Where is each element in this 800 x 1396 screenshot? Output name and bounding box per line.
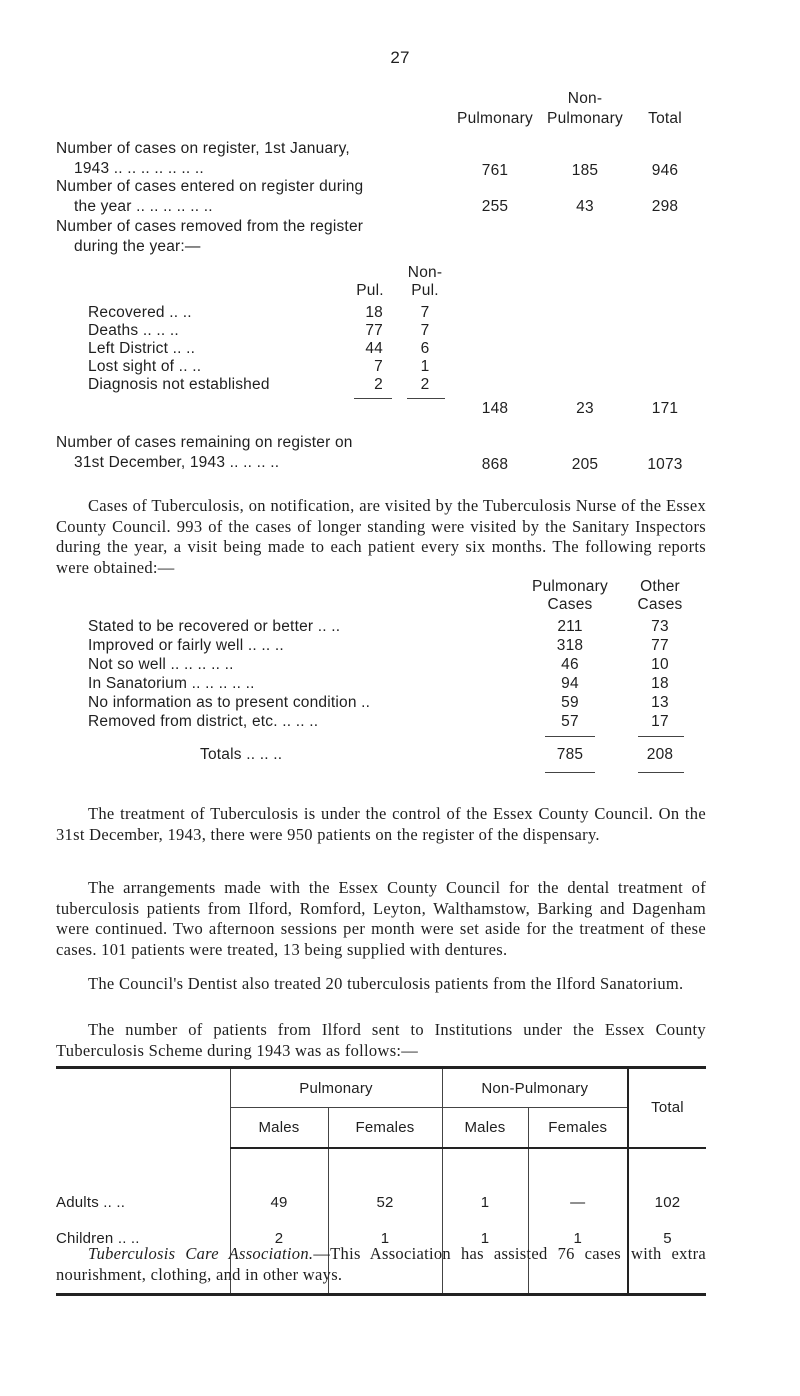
removed-row-non: 6: [420, 340, 430, 357]
reports-row-pul: 94: [561, 675, 579, 692]
register-row1-non: 185: [571, 162, 599, 179]
reports-totals-oth: 208: [646, 746, 674, 763]
reports-header-other-cases: Cases: [637, 596, 683, 613]
institutions-header-total: Total: [628, 1068, 706, 1148]
register-row1-label1: Number of cases on register, 1st January,: [56, 140, 350, 157]
page-number: 27: [390, 48, 410, 67]
institutions-row-total: 102: [628, 1185, 706, 1221]
reports-row-oth: 13: [651, 694, 669, 711]
reports-row-oth: 10: [651, 656, 669, 673]
paragraph-visits: Cases of Tuberculosis, on notification, are visited by the Tuberculosis Nurse of the Essex County Council. 993 of the cases of longer standing were visited by the Sanitary Inspectors during the year, a visit being made to each patient every six months. The following reports were obtained:—: [56, 496, 706, 577]
reports-total-underline-pul: [545, 772, 595, 773]
reports-row-label: No information as to present condition ..: [88, 694, 371, 711]
reports-total-underline-oth: [638, 772, 684, 773]
institutions-row-pul-females: 52: [328, 1185, 442, 1221]
register-row1-total: 946: [651, 162, 679, 179]
institutions-row-total: 5: [628, 1221, 706, 1257]
institutions-header-females: Females: [328, 1108, 442, 1148]
paragraph-treatment-control: The treatment of Tuberculosis is under the control of the Essex County Council. On the 31st December, 1943, there were 950 patients on the register of the dispensary.: [56, 804, 706, 844]
register-row4-total: 1073: [647, 456, 683, 473]
removed-row-label: Deaths .. .. ..: [88, 322, 179, 339]
header-pulmonary: Pulmonary: [457, 110, 533, 127]
institutions-header-males: Males: [230, 1108, 328, 1148]
reports-row-label: Not so well .. .. .. .. ..: [88, 656, 234, 673]
institutions-row-non-males: 1: [442, 1221, 528, 1257]
removed-row-pul: 18: [365, 304, 383, 321]
register-row1-label2: 1943 .. .. .. .. .. .. ..: [74, 160, 204, 177]
reports-row-label: Improved or fairly well .. .. ..: [88, 637, 284, 654]
reports-row-pul: 46: [561, 656, 579, 673]
removed-row-label: Diagnosis not established: [88, 376, 270, 393]
removed-row-pul: 2: [374, 376, 383, 393]
removed-row-pul: 77: [365, 322, 383, 339]
removed-row-non: 7: [420, 304, 430, 321]
removed-subtotal-rule-non: [407, 398, 445, 399]
removed-header-pul: Pul.: [356, 282, 384, 299]
register-row3-pul: 148: [481, 400, 509, 417]
paragraph-institutions-intro: The number of patients from Ilford sent to Institutions under the Essex County Tuberculosis Scheme during 1943 was as follows:—: [56, 1020, 706, 1060]
register-row2-pul: 255: [481, 198, 509, 215]
register-row4-non: 205: [571, 456, 599, 473]
register-row2-label2: the year .. .. .. .. .. ..: [74, 198, 213, 215]
reports-total-rule-oth: [638, 736, 684, 737]
reports-header-pulmonary-cases: Cases: [547, 596, 593, 613]
institutions-row-pul-females: 1: [328, 1221, 442, 1257]
header-total: Total: [648, 110, 682, 127]
reports-header-pulmonary: Pulmonary: [532, 578, 608, 595]
register-row3-non: 23: [576, 400, 594, 417]
removed-row-pul: 7: [374, 358, 383, 375]
header-non: Non-: [567, 90, 603, 107]
paragraph-dental-arrangements: The arrangements made with the Essex County Council for the dental treatment of tuberculosis patients from Ilford, Romford, Leyton, Walthamstow, Barking and Dagenham were continued. Two afternoon sessions per month were set aside for the treatment of these cases. 101 patients were treated, 13 being supplied with dentures.: [56, 878, 706, 959]
institutions-row-pul-males: 2: [230, 1221, 328, 1257]
removed-row-non: 1: [420, 358, 430, 375]
reports-header-other: Other: [640, 578, 680, 595]
reports-row-oth: 17: [651, 713, 669, 730]
institutions-row-non-females: 1: [528, 1221, 628, 1257]
removed-row-non: 7: [420, 322, 430, 339]
reports-row-oth: 73: [651, 618, 669, 635]
register-row1-pul: 761: [481, 162, 509, 179]
reports-row-pul: 57: [561, 713, 579, 730]
care-association-text: —This Association has assisted 76 cases with extra nourishment, clothing, and in other ways.: [56, 1244, 706, 1284]
institutions-header-non-pulmonary: Non-Pulmonary: [442, 1068, 628, 1108]
register-row2-non: 43: [576, 198, 594, 215]
register-row4-pul: 868: [481, 456, 509, 473]
register-row2-label1: Number of cases entered on register during: [56, 178, 364, 195]
reports-row-pul: 59: [561, 694, 579, 711]
register-row3-total: 171: [651, 400, 679, 417]
institutions-header-females: Females: [528, 1108, 628, 1148]
removed-row-label: Recovered .. ..: [88, 304, 192, 321]
removed-row-label: Lost sight of .. ..: [88, 358, 202, 375]
reports-total-rule-pul: [545, 736, 595, 737]
institutions-row-label: Adults .. ..: [56, 1194, 126, 1211]
register-row4-label2: 31st December, 1943 .. .. .. ..: [74, 454, 280, 471]
removed-row-pul: 44: [365, 340, 383, 357]
reports-row-oth: 18: [651, 675, 669, 692]
reports-row-label: Removed from district, etc. .. .. ..: [88, 713, 319, 730]
institutions-row-non-females: —: [528, 1185, 628, 1221]
removed-header-non-pul: Pul.: [411, 282, 439, 299]
register-row4-label1: Number of cases remaining on register on: [56, 434, 353, 451]
removed-header-non: Non-: [407, 264, 443, 281]
removed-subtotal-rule-pul: [354, 398, 392, 399]
paragraph-council-dentist: The Council's Dentist also treated 20 tuberculosis patients from the Ilford Sanatorium.: [88, 974, 684, 993]
reports-totals-label: Totals .. .. ..: [200, 746, 283, 763]
table-row: [56, 1185, 706, 1221]
reports-totals-pul: 785: [556, 746, 584, 763]
institutions-row-label: Children .. ..: [56, 1230, 140, 1247]
institutions-row-pul-males: 49: [230, 1185, 328, 1221]
reports-row-label: Stated to be recovered or better .. ..: [88, 618, 341, 635]
institutions-row-non-males: 1: [442, 1185, 528, 1221]
register-row3-label1: Number of cases removed from the register: [56, 218, 364, 235]
reports-row-pul: 318: [556, 637, 584, 654]
removed-row-non: 2: [420, 376, 430, 393]
register-row2-total: 298: [651, 198, 679, 215]
register-row3-label2: during the year:—: [74, 238, 201, 255]
care-association-title: Tuberculosis Care Association.: [88, 1244, 314, 1263]
reports-row-oth: 77: [651, 637, 669, 654]
header-non-pulmonary: Pulmonary: [547, 110, 623, 127]
institutions-header-pulmonary: Pulmonary: [230, 1068, 442, 1108]
institutions-header-blank: [56, 1068, 230, 1148]
removed-row-label: Left District .. ..: [88, 340, 196, 357]
institutions-header-males: Males: [442, 1108, 528, 1148]
reports-row-pul: 211: [557, 618, 583, 635]
paragraph-care-association: [56, 1244, 706, 1285]
reports-row-label: In Sanatorium .. .. .. .. ..: [88, 675, 255, 692]
